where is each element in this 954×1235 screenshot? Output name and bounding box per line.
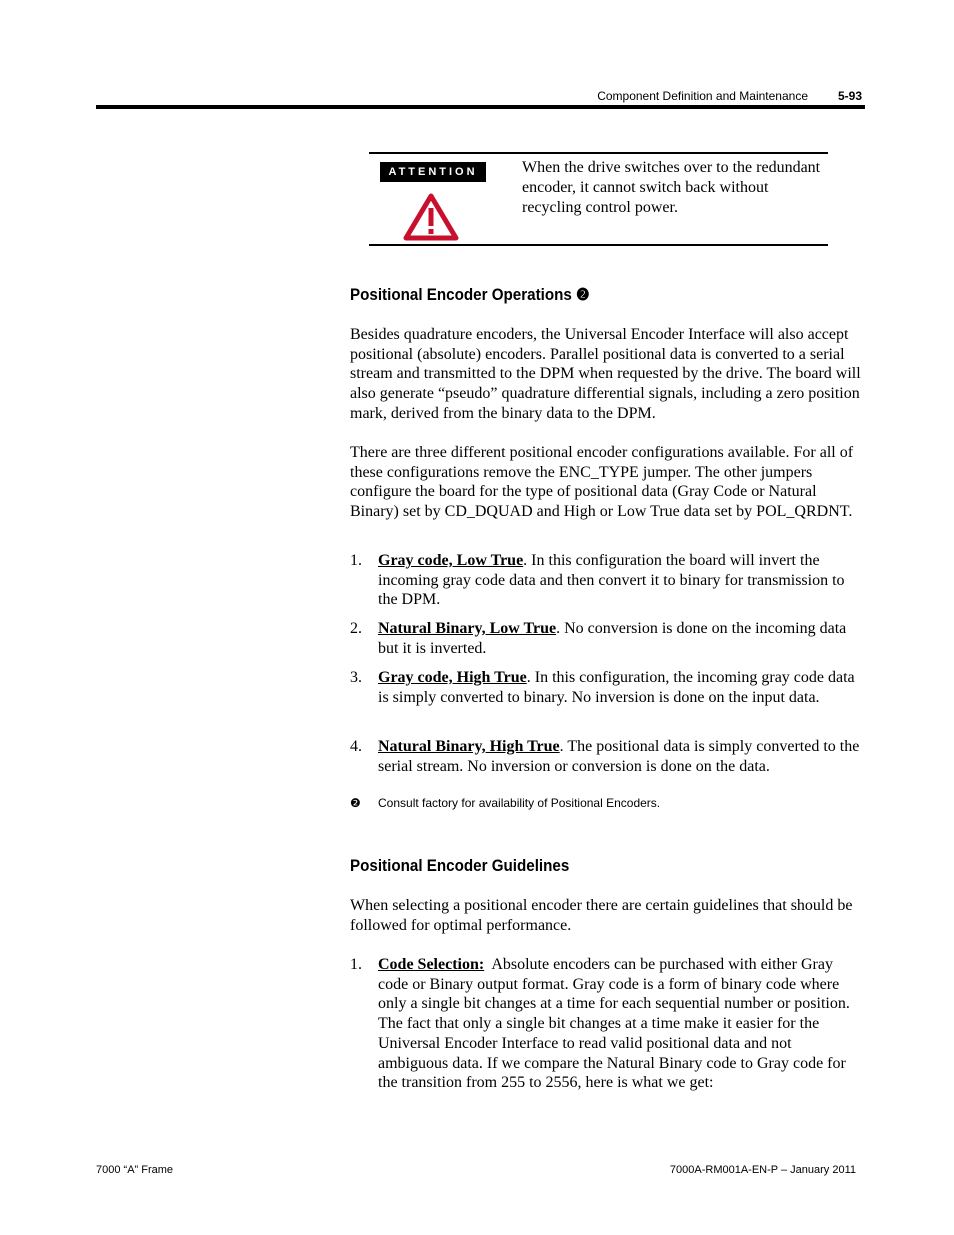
list-item: [350, 737, 865, 776]
header-rule: [96, 105, 865, 109]
heading-positional-encoder-operations: Positional Encoder Operations ❷: [350, 286, 590, 304]
list-item: [350, 551, 865, 610]
list-item-text: . In this configuration the board will invert the incoming gray code data and then convert it to binary for transmission to the DPM.: [378, 552, 845, 609]
footer-publication-title: 7000 “A” Frame: [96, 1164, 174, 1176]
list-item: [350, 619, 865, 658]
warning-triangle-icon: [403, 193, 459, 241]
footer-publication-id: 7000A-RM001A-EN-P – January 2011: [669, 1164, 856, 1176]
list-item-text: . No conversion is done on the incoming data but it is inverted.: [378, 620, 847, 657]
list-item-number: 1.: [350, 956, 362, 973]
list-item-lead: Natural Binary, Low True: [378, 620, 557, 637]
list-item: [350, 955, 865, 1093]
list-item-number: 2.: [350, 620, 362, 637]
footnote-mark: ❷: [350, 796, 361, 810]
paragraph: When selecting a positional encoder there are certain guidelines that should be followed for optimal performance.: [350, 897, 853, 934]
list-item-text: Absolute encoders can be purchased with either Gray code or Binary output format. Gray code is a form of binary code where only a single bit changes at a time for each sequential number or position. The fact that only a single bit changes at a time make it easier for the Universal Encoder Interface to read valid positional data and not ambiguous data. If we compare the Natural Binary code to Gray code for the transition from 255 to 2556, here is what we get:: [378, 956, 854, 1092]
attention-text: When the drive switches over to the redundant encoder, it cannot switch back without recycling control power.: [522, 159, 821, 216]
list-item-text: . The positional data is simply converted to the serial stream. No inversion or conversion is done on the data.: [378, 738, 860, 775]
list-item-lead: Gray code, Low True: [378, 552, 524, 569]
paragraph: Besides quadrature encoders, the Universal Encoder Interface will also accept positional (absolute) encoders. Parallel positional data is converted to a serial stream and transmitted to the DPM when requested by the drive. The board will also generate “pseudo” quadrature differential signals, including a zero position mark, derived from the binary data to the DPM.: [350, 326, 861, 422]
heading-positional-encoder-guidelines: Positional Encoder Guidelines: [350, 857, 570, 875]
list-item-lead: Code Selection:: [378, 956, 485, 973]
paragraph: There are three different positional encoder configurations available. For all of these configurations remove the ENC_TYPE jumper. The other jumpers configure the board for the type of positional data (Gray Code or Natural Binary) set by CD_DQUAD and High or Low True data set by POL_QRDNT.: [350, 444, 854, 521]
footnote: [350, 796, 660, 810]
list-item-lead: Gray code, High True: [378, 669, 527, 686]
attention-label: ATTENTION: [380, 162, 486, 182]
list-item-number: 4.: [350, 738, 362, 755]
page-number: 5-93: [838, 89, 863, 103]
attention-top-rule: [369, 152, 828, 154]
footnote-text: Consult factory for availability of Positional Encoders.: [378, 796, 661, 810]
list-item-text: . In this configuration, the incoming gray code data is simply converted to binary. No inversion is done on the input data.: [378, 669, 855, 706]
list-item: [350, 668, 865, 707]
running-header-title: Component Definition and Maintenance: [597, 89, 808, 103]
list-item-number: 3.: [350, 669, 362, 686]
list-item-lead: Natural Binary, High True: [378, 738, 560, 755]
attention-bottom-rule: [369, 244, 828, 246]
list-item-number: 1.: [350, 552, 362, 569]
